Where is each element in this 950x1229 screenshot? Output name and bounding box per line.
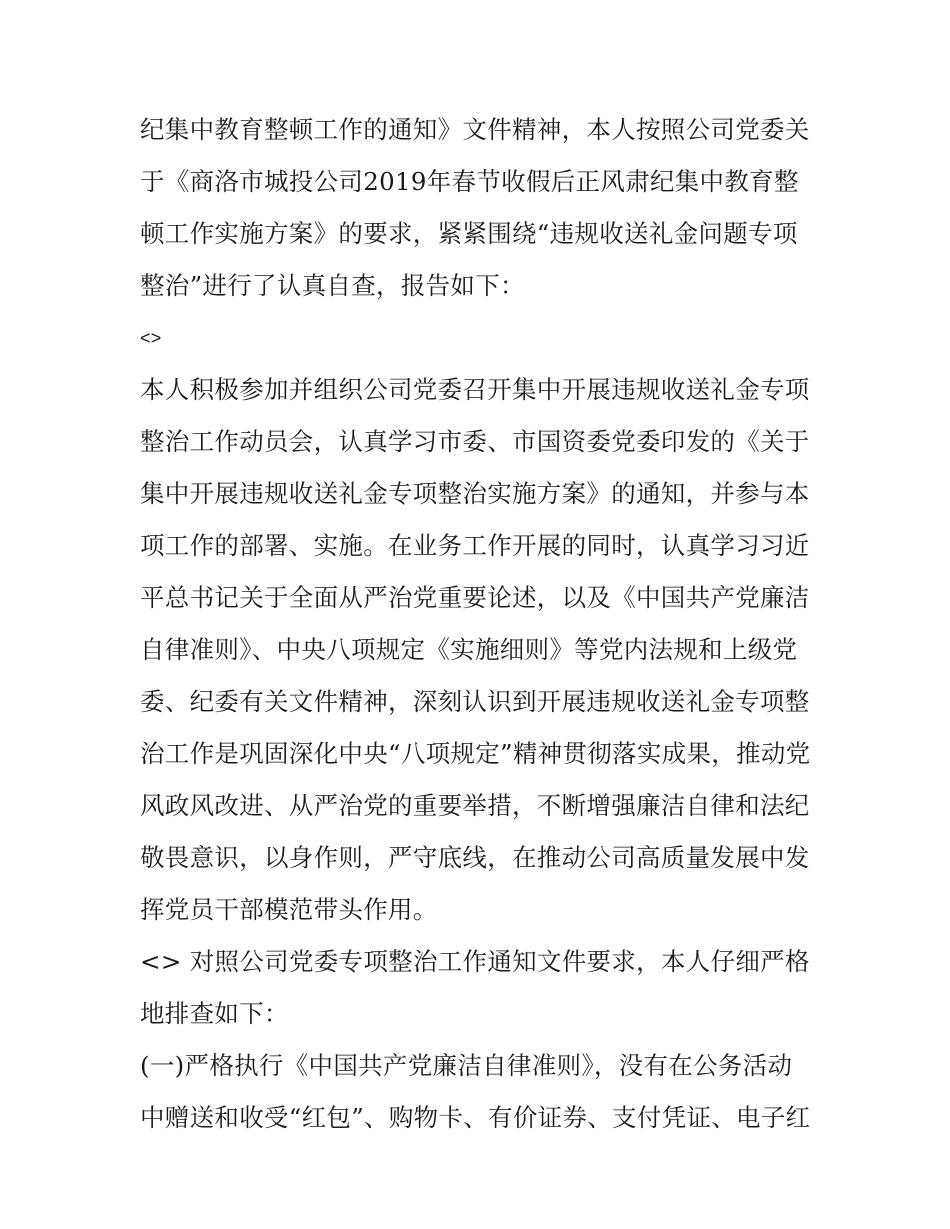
text-line: 纪集中教育整顿工作的通知》文件精神，本人按照公司党委关 [140, 115, 810, 144]
text-line: <> 对照公司党委专项整治工作通知文件要求，本人仔细严格 [140, 947, 810, 976]
text-line: 地排查如下： [140, 999, 289, 1028]
section-marker: <> [140, 328, 162, 348]
text-line: 风政风改进、从严治党的重要举措，不断增强廉洁自律和法纪 [140, 791, 810, 820]
text-line: 挥党员干部模范带头作用。 [140, 895, 438, 924]
text-line: 平总书记关于全面从严治党重要论述，以及《中国共产党廉洁 [140, 583, 810, 612]
text-line: 中赠送和收受“红包”、购物卡、有价证券、支付凭证、电子红 [140, 1103, 811, 1132]
text-line: 本人积极参加并组织公司党委召开集中开展违规收送礼金专项 [140, 375, 810, 404]
text-line: 委、纪委有关文件精神，深刻认识到开展违规收送礼金专项整 [140, 687, 810, 716]
text-line: 于《商洛市城投公司2019年春节收假后正风肃纪集中教育整 [140, 167, 799, 196]
text-line: 集中开展违规收送礼金专项整治实施方案》的通知，并参与本 [140, 479, 810, 508]
text-line: 整治工作动员会，认真学习市委、市国资委党委印发的《关于 [140, 427, 810, 456]
text-line: 顿工作实施方案》的要求，紧紧围绕“违规收送礼金问题专项 [140, 219, 798, 248]
text-line: 自律准则》、中央八项规定《实施细则》等党内法规和上级党 [140, 635, 798, 664]
text-line: 项工作的部署、实施。在业务工作开展的同时，认真学习习近 [140, 531, 810, 560]
text-line: 治工作是巩固深化中央“八项规定”精神贯彻落实成果，推动党 [140, 739, 811, 768]
text-line: (一)严格执行《中国共产党廉洁自律准则》，没有在公务活动 [140, 1051, 793, 1080]
document-body [140, 104, 820, 1144]
text-line: 整治”进行了认真自查，报告如下： [140, 271, 525, 300]
text-line: 敬畏意识，以身作则，严守底线，在推动公司高质量发展中发 [140, 843, 810, 872]
